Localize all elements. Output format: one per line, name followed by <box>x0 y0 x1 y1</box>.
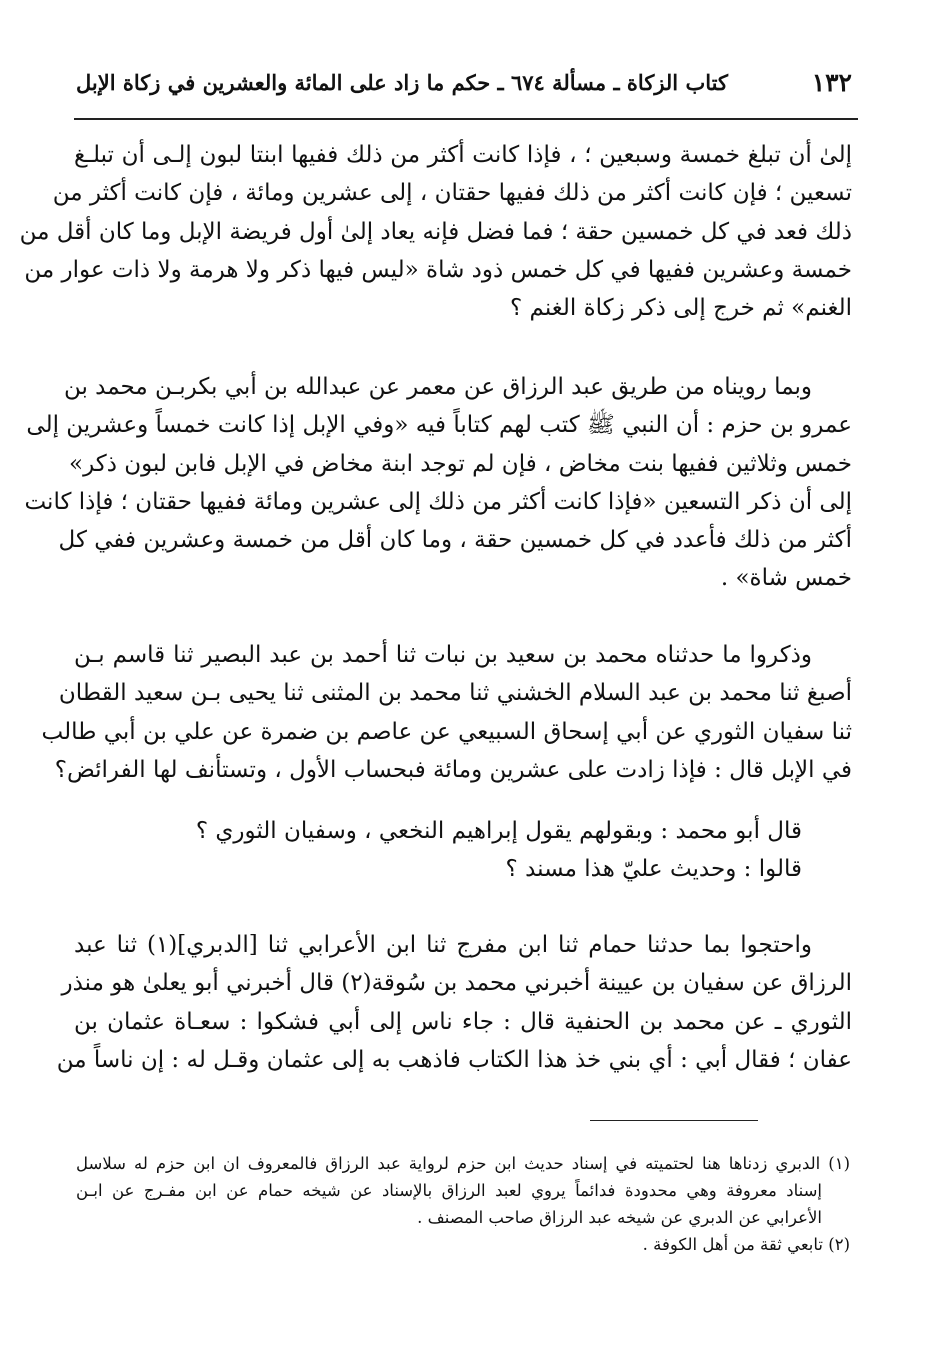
page-header <box>76 62 852 102</box>
text-line: إلىٰ أن تبلغ خمسة وسبعين ؛ ، فإذا كانت أكثر من ذلك ففيها ابنتا لبون إلـى أن تبلـغ <box>74 142 852 168</box>
text-line: في الإبل قال : فإذا زادت على عشرين ومائة فبحساب الأول ، وتستأنف لها الفرائض؟ <box>54 756 852 783</box>
page-number: ١٣٢ <box>811 67 852 97</box>
footnote-line: (١) الدبري زدناها هنا لحتميته في إسناد حديث ابن حزم لرواية عبد الرزاق فالمعروف ان ابن حزم له سلاسل <box>76 1154 850 1173</box>
text-line: إلى أن ذكر التسعين «فإذا كانت أكثر من ذلك إلى عشرين ومائة ففيها حقتان ؛ فإذا كانت <box>24 488 852 515</box>
paragraph-5 <box>56 926 852 1079</box>
header-divider <box>74 118 858 120</box>
footnote-divider <box>590 1120 758 1121</box>
text-line: خمس شاة» . <box>720 565 852 592</box>
text-line: خمسة وعشرين ففيها في كل خمس ذود شاة «ليس فيها ذكر ولا هرمة ولا ذات عوار من <box>24 256 852 283</box>
footnote-line: (٢) تابعي ثقة من أهل الكوفة . <box>642 1235 850 1254</box>
text-line: الغنم» ثم خرج إلى ذكر زكاة الغنم ؟ <box>510 295 852 322</box>
text-line: قالوا : وحديث عليّ هذا مسند ؟ <box>505 856 802 883</box>
text-line: عمرو بن حزم : أن النبي ﷺ كتب لهم كتاباً فيه «وفي الإبل إذا كانت خمساً وعشرين إلى <box>26 412 852 439</box>
text-line: قال أبو محمد : وبقولهم يقول إبراهيم النخعي ، وسفيان الثوري ؟ <box>195 818 802 844</box>
text-line: الرزاق عن سفيان بن عيينة أخبرني محمد بن سُوقة(٢) قال أخبرني أبو يعلىٰ هو منذر <box>61 970 852 997</box>
footnote-line: إسناد معروفة وهي محدودة فدائماً يروي لعبد الرزاق بالإسناد عن شيخه حمام عن ابن مفـرج عن ابـن <box>76 1181 822 1200</box>
paragraph-3 <box>41 636 852 789</box>
footnote-2 <box>76 1231 850 1258</box>
text-line: وبما رويناه من طريق عبد الرزاق عن معمر عن عبدالله بن أبي بكربـن محمد بن <box>63 374 812 400</box>
footnote-line: الأعرابي عن الدبري عن شيخه عبد الرزاق صاحب المصنف . <box>417 1208 822 1227</box>
text-line: خمس وثلاثين ففيها بنت مخاض ، فإن لم توجد ابنة مخاض في الإبل فابن لبون ذكر» <box>69 450 852 477</box>
running-title: كتاب الزكاة ـ مسألة ٦٧٤ ـ حكم ما زاد على المائة والعشرين في زكاة الإبل <box>76 69 728 95</box>
paragraph-1 <box>19 136 852 327</box>
text-line: الثوري ـ عن محمد بن الحنفية قال : جاء ناس إلى أبي فشكوا : سعـاة عثمان بن <box>74 1008 852 1035</box>
footnotes <box>76 1150 850 1258</box>
text-line: أصبغ ثنا محمد بن عبد السلام الخشني ثنا محمد بن المثنى ثنا يحيى بـن سعيد القطان <box>58 680 852 707</box>
paragraph-4 <box>74 812 852 889</box>
paragraph-2 <box>24 368 852 598</box>
text-line: وذكروا ما حدثناه محمد بن سعيد بن نبات ثنا أحمد بن عبد البصير ثنا قاسم بـن <box>74 642 812 668</box>
text-line: واحتجوا بما حدثنا حمام ثنا ابن مفرج ثنا ابن الأعرابي ثنا [الدبري](١) ثنا عبد <box>74 932 812 958</box>
text-line: ثنا سفيان الثوري عن أبي إسحاق السبيعي عن عاصم بن ضمرة عن علي بن أبي طالب <box>41 718 852 745</box>
text-line: عفان ؛ فقال أبي : أي بني خذ هذا الكتاب فاذهب به إلى عثمان وقـل له : إن ناساً من <box>56 1046 852 1073</box>
text-line: أكثر من ذلك فأعدد في كل خمسين حقة ، وما كان أقل من خمسة وعشرين ففي كل <box>58 527 852 554</box>
text-line: تسعين ؛ فإن كانت أكثر من ذلك ففيها حقتان ، إلى عشرين ومائة ، فإن كانت أكثر من <box>52 180 852 207</box>
text-line: ذلك فعد في كل خمسين حقة ؛ فما فضل فإنه يعاد إلىٰ أول فريضة الإبل وما كان أقل من <box>19 218 852 245</box>
footnote-1 <box>76 1150 850 1231</box>
